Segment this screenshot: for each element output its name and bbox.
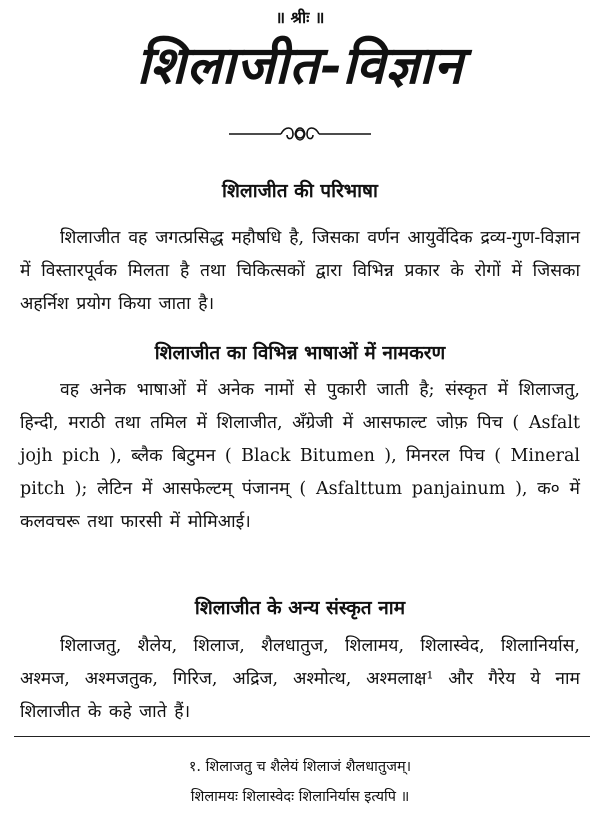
paragraph-names-in-languages: वह अनेक भाषाओं में अनेक नामों से पुकारी जाती है; संस्कृत में शिलाजतु, हिन्दी, मराठी तथा तमिल में शिलाजीत, अँग्रेजी में आसफाल्ट जोफ़ पिच ( Asfalt jojh pich ), ब्लैक बिटुमन ( Black Bitumen ), मिनरल पिच ( Mineral pitch ); लेटिन में आसफेल्टम् पंजानम् ( Asfalttum panjainum ), क० में कलवचरू तथा फारसी में मोमिआई। xyxy=(20,380,580,532)
paragraph-sanskrit-names: शिलाजतु, शैलेय, शिलाज, शैलधातुज, शिलामय, शिलास्वेद, शिलानिर्यास, अश्मज, अश्मजतुक, गिरिज, अद्रिज, अश्मोत्थ, अश्मलाक्ष¹ और गैरेय ये नाम शिलाजीत के कहे जाते हैं। xyxy=(20,636,580,722)
section-heading-names-in-languages: शिलाजीत का विभिन्न भाषाओं में नामकरण xyxy=(154,342,446,364)
invocation: ॥ श्रीः ॥ xyxy=(275,8,325,27)
section-heading-sanskrit-names: शिलाजीत के अन्य संस्कृत नाम xyxy=(194,597,406,619)
ornament-flourish-icon xyxy=(225,122,375,146)
section-heading-definition: शिलाजीत की परिभाषा xyxy=(222,180,378,202)
footnote-line-2: शिलामयः शिलास्वेदः शिलानिर्यास इत्यपि ॥ xyxy=(190,789,410,805)
footnote-line-1: १. शिलाजतु च शैलेयं शिलाजं शैलधातुजम्। xyxy=(188,759,412,775)
footnote-divider xyxy=(14,736,590,737)
paragraph-definition: शिलाजीत वह जगत्प्रसिद्ध महौषधि है, जिसका वर्णन आयुर्वेदिक द्रव्य-गुण-विज्ञान में विस्तारपूर्वक मिलता है तथा चिकित्सकों द्वारा विभिन्न प्रकार के रोगों में जिसका अहर्निश प्रयोग किया जाता है। xyxy=(20,228,580,314)
page-title: शिलाजीत-विज्ञान xyxy=(136,35,464,96)
